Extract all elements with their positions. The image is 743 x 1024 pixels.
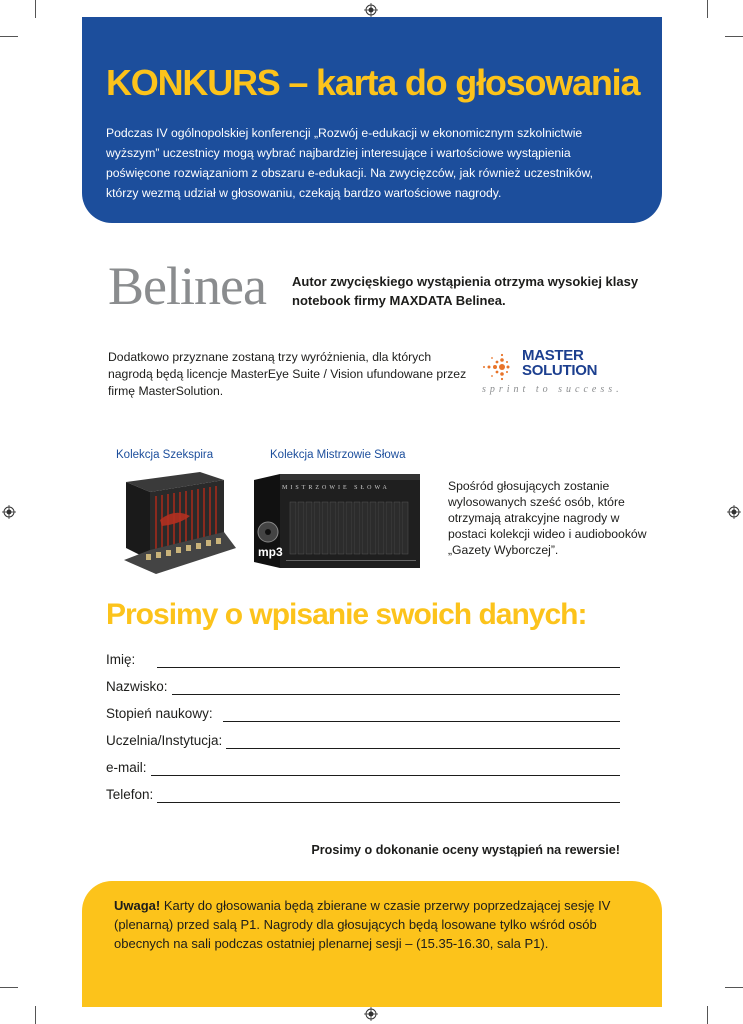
crop-mark bbox=[725, 987, 743, 988]
mastersolution-tagline: sprint to success. bbox=[482, 384, 623, 395]
crop-mark bbox=[707, 1006, 708, 1024]
crop-mark bbox=[0, 36, 18, 37]
masters-of-word-collection-image bbox=[252, 472, 422, 570]
main-prize-text: Autor zwycięskiego wystąpienia otrzyma wysokiej klasy notebook firmy MAXDATA Belinea. bbox=[292, 274, 639, 308]
form-field-academic-degree[interactable] bbox=[106, 702, 620, 722]
form-field-institution[interactable] bbox=[106, 729, 620, 749]
intro-text: Podczas IV ogólnopolskiej konferencji „Rozwój e-edukacji w ekonomicznym szkolnictwie wyższym” uczestnicy mogą wybrać najbardziej interesujące i wartościowe wystąpienia poświęcone rozwiązaniom z obszaru e-edukacji. Na zwycięzców, jak również uczestników, którzy wezmą udział w głosowaniu, czekają bardzo wartościowe nagrody. bbox=[106, 126, 594, 200]
crop-mark bbox=[35, 1006, 36, 1024]
page-title: KONKURS – karta do głosowania bbox=[106, 62, 640, 103]
box-top-label: MISTRZOWIE SŁOWA bbox=[282, 485, 390, 491]
field-label: Stopień naukowy: bbox=[106, 706, 213, 721]
registration-mark-icon bbox=[364, 3, 378, 17]
crop-mark bbox=[707, 0, 708, 18]
registration-mark-icon bbox=[727, 505, 741, 519]
form-field-email[interactable] bbox=[106, 756, 620, 776]
form-field-phone[interactable] bbox=[106, 783, 620, 803]
crop-mark bbox=[35, 0, 36, 18]
field-label: Nazwisko: bbox=[106, 679, 168, 694]
note-banner bbox=[82, 881, 662, 1007]
crop-mark bbox=[0, 987, 18, 988]
field-label: Uczelnia/Instytucja: bbox=[106, 733, 223, 748]
shakespeare-collection-image bbox=[116, 470, 240, 578]
review-request-text: Prosimy o dokonanie oceny wystąpień na rewersie! bbox=[311, 843, 620, 857]
star-burst-icon bbox=[478, 350, 518, 384]
last-name-input-line[interactable] bbox=[172, 680, 620, 695]
mastersolution-word: SOLUTION bbox=[522, 362, 598, 379]
mastersolution-logo bbox=[478, 347, 623, 400]
extra-prizes-text: Dodatkowo przyznane zostaną trzy wyróżnienia, dla których nagrodą będą licencje MasterEye Suite / Vision ufundowane przez firmę MasterSolution. bbox=[108, 350, 467, 398]
field-label: e-mail: bbox=[106, 760, 147, 775]
belinea-logo: Belinea bbox=[108, 256, 266, 316]
mp3-label: mp3 bbox=[258, 545, 283, 559]
form-title: Prosimy o wpisanie swoich danych: bbox=[106, 598, 587, 631]
institution-input-line[interactable] bbox=[226, 734, 620, 749]
header-banner bbox=[82, 17, 662, 223]
note-label: Uwaga! bbox=[114, 898, 161, 913]
note-text: Karty do głosowania będą zbierane w czasie przerwy poprzedzającej sesję IV (plenarną) przed salą P1. Nagrody dla głosujących będą losowane tylko wśród osób obecnych na sali podczas ostatniej plenarnej sesji – (15.35-16.30, sala P1). bbox=[114, 898, 611, 951]
registration-mark-icon bbox=[364, 1007, 378, 1021]
phone-input-line[interactable] bbox=[157, 788, 620, 803]
collection-caption: Kolekcja Mistrzowie Słowa bbox=[270, 449, 406, 461]
form-field-first-name[interactable] bbox=[106, 648, 620, 668]
collection-prize-text: Spośród głosujących zostanie wylosowanych sześć osób, które otrzymają atrakcyjne nagrody w postaci kolekcji wideo i audiobooków „Gazety Wyborczej”. bbox=[448, 479, 647, 557]
form-field-last-name[interactable] bbox=[106, 675, 620, 695]
registration-mark-icon bbox=[2, 505, 16, 519]
crop-mark bbox=[725, 36, 743, 37]
mastersolution-word: MASTER bbox=[522, 347, 584, 364]
email-input-line[interactable] bbox=[151, 761, 620, 776]
first-name-input-line[interactable] bbox=[157, 653, 620, 668]
field-label: Telefon: bbox=[106, 787, 154, 802]
academic-degree-input-line[interactable] bbox=[223, 707, 620, 722]
field-label: Imię: bbox=[106, 652, 136, 667]
collection-caption: Kolekcja Szekspira bbox=[116, 449, 214, 461]
